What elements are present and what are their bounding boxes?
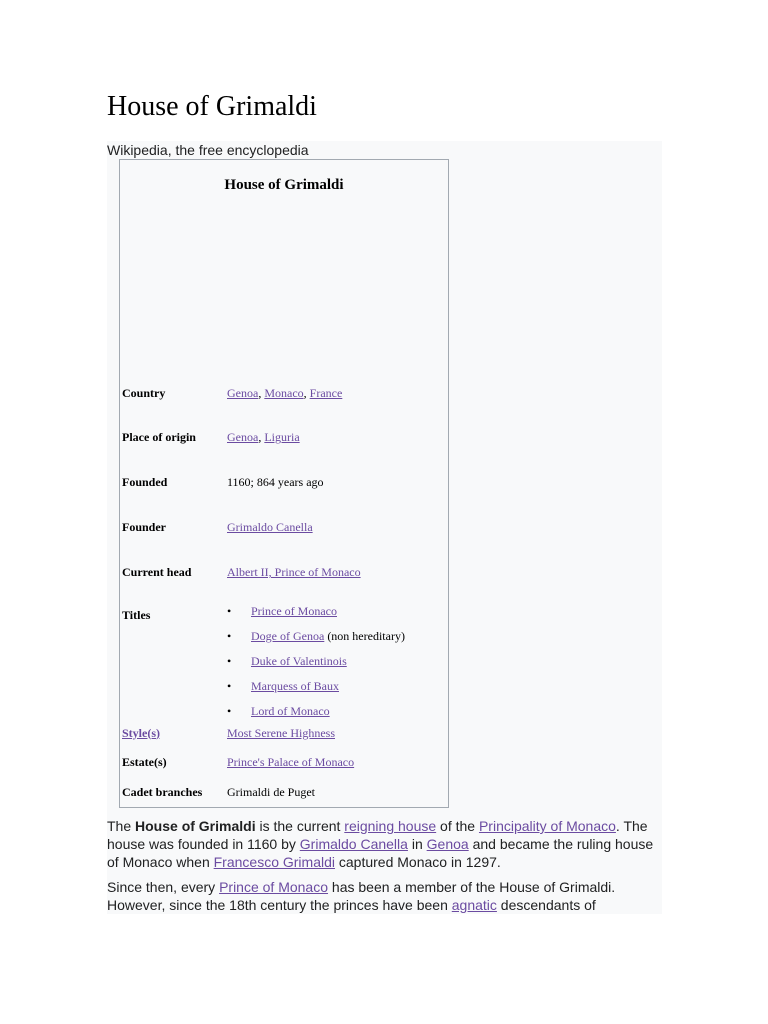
link-prince-of-monaco[interactable]: Prince of Monaco <box>251 604 337 618</box>
link-marquess-of-baux[interactable]: Marquess of Baux <box>251 679 339 693</box>
infobox-label-current-head: Current head <box>122 565 192 579</box>
bullet-icon: • <box>227 704 232 718</box>
infobox-label-founded: Founded <box>122 475 168 489</box>
link-most-serene-highness[interactable]: Most Serene Highness <box>227 725 335 740</box>
link-grimaldo-canella-body[interactable]: Grimaldo Canella <box>299 836 408 852</box>
link-agnatic[interactable]: agnatic <box>451 897 497 913</box>
infobox-value-founded: 1160; 864 years ago <box>227 475 324 489</box>
text-run: captured Monaco in 1297. <box>335 854 501 870</box>
infobox-title: House of Grimaldi <box>224 177 344 193</box>
list-item <box>227 628 448 653</box>
page-title: House of Grimaldi <box>107 91 317 122</box>
infobox-row-founder <box>120 505 448 550</box>
infobox-row-origin <box>120 415 448 460</box>
infobox-label-titles: Titles <box>122 608 151 622</box>
infobox-row-estates <box>120 747 448 777</box>
link-lord-of-monaco[interactable]: Lord of Monaco <box>251 704 330 718</box>
infobox-value-cadet: Grimaldi de Puget <box>227 784 315 799</box>
link-genoa-body[interactable]: Genoa <box>426 836 469 852</box>
article-subject-bold: House of Grimaldi <box>135 818 256 834</box>
text-run: Since then, every <box>107 879 220 895</box>
article-paragraph-2 <box>107 871 662 914</box>
infobox-label-origin: Place of origin <box>122 430 196 444</box>
infobox-value-estates <box>227 755 448 770</box>
titles-list <box>227 603 448 728</box>
list-item <box>227 703 448 728</box>
link-liguria[interactable]: Liguria <box>264 430 300 444</box>
link-prince-of-monaco-body[interactable]: Prince of Monaco <box>219 879 329 895</box>
infobox-value-country: Genoa, Monaco, France <box>227 385 343 400</box>
text-run: in <box>407 836 427 852</box>
infobox-value-current-head <box>227 565 448 580</box>
infobox-value-titles <box>227 603 448 728</box>
infobox-row-cadet <box>120 777 448 807</box>
list-item <box>227 603 448 628</box>
bullet-icon: • <box>227 679 232 693</box>
link-styles-label[interactable]: Style(s) <box>122 725 160 740</box>
link-doge-of-genoa[interactable]: Doge of Genoa <box>251 629 325 643</box>
list-item <box>227 653 448 678</box>
link-reigning-house[interactable]: reigning house <box>344 818 437 834</box>
text-run: The <box>107 818 136 834</box>
infobox-label-founder: Founder <box>122 520 167 534</box>
infobox-value-styles <box>227 726 448 741</box>
link-genoa-origin[interactable]: Genoa <box>227 430 259 444</box>
link-princes-palace[interactable]: Prince's Palace of Monaco <box>227 754 355 769</box>
list-item <box>227 678 448 703</box>
link-francesco-grimaldi[interactable]: Francesco Grimaldi <box>213 854 335 870</box>
link-monaco[interactable]: Monaco <box>264 385 304 400</box>
infobox-label-country: Country <box>122 385 166 400</box>
bullet-icon: • <box>227 604 232 618</box>
text-run: descendants of <box>496 897 596 913</box>
text-run: has been a member of the House of Grimaldi. However, since the 18th century the princes have been <box>107 879 616 913</box>
infobox-value-origin: Genoa, Liguria <box>227 430 300 444</box>
text-run: of the <box>436 818 479 834</box>
title-suffix: (non hereditary) <box>324 629 405 643</box>
infobox-row-country <box>120 371 448 415</box>
text-run: and became the ruling house of Monaco when <box>107 836 654 870</box>
infobox <box>119 159 449 808</box>
text-run: . The house was founded in 1160 by <box>107 818 648 852</box>
infobox-row-current-head <box>120 550 448 595</box>
article-paragraph-1 <box>107 808 662 871</box>
link-principality-of-monaco[interactable]: Principality of Monaco <box>478 818 616 834</box>
link-grimaldo-canella[interactable]: Grimaldo Canella <box>227 520 313 534</box>
bullet-icon: • <box>227 654 232 668</box>
infobox-row-titles <box>120 595 448 719</box>
article-content <box>107 141 662 914</box>
infobox-label-cadet: Cadet branches <box>122 784 203 799</box>
link-albert-ii[interactable]: Albert II, Prince of Monaco <box>227 565 361 579</box>
link-duke-of-valentinois[interactable]: Duke of Valentinois <box>251 654 347 668</box>
link-france[interactable]: France <box>309 385 343 400</box>
infobox-value-founder <box>227 520 448 535</box>
infobox-label-estates: Estate(s) <box>122 754 167 769</box>
infobox-image-placeholder <box>120 201 448 371</box>
bullet-icon: • <box>227 629 232 643</box>
link-genoa[interactable]: Genoa <box>227 385 259 400</box>
tagline: Wikipedia, the free encyclopedia <box>107 142 309 158</box>
infobox-row-founded <box>120 460 448 505</box>
text-run: is the current <box>255 818 345 834</box>
